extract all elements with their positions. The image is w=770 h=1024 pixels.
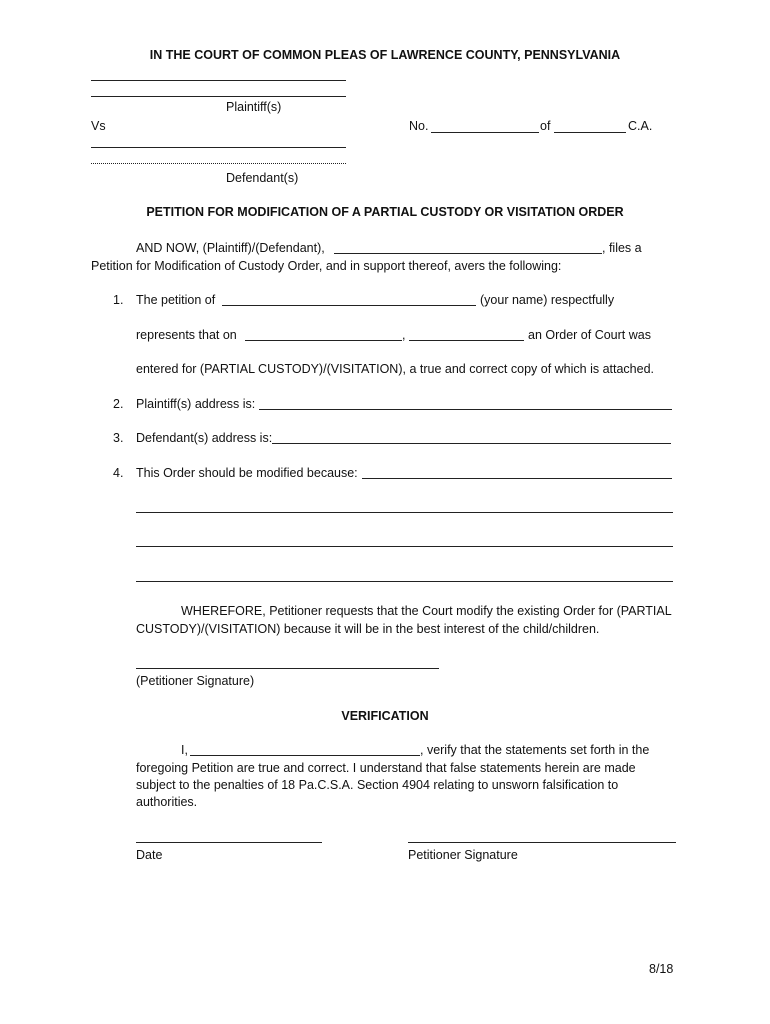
vs-label: Vs (91, 119, 106, 133)
item-2-label: Plaintiff(s) address is: (136, 397, 256, 411)
petitioner-signature-field[interactable] (136, 668, 439, 669)
verification-i-label: I, (181, 743, 188, 757)
verification-line-4: authorities. (136, 795, 198, 809)
item-2-number: 2. (113, 397, 124, 411)
court-title: IN THE COURT OF COMMON PLEAS OF LAWRENCE COUNTY, PENNSYLVANIA (149, 48, 621, 62)
item-1-text-b: (your name) respectfully (480, 293, 615, 307)
revision-date: 8/18 (649, 962, 674, 976)
petitioner-signature-label: (Petitioner Signature) (136, 674, 255, 688)
order-date-field[interactable] (245, 340, 402, 341)
item-1-text-a: The petition of (136, 293, 216, 307)
item-3-label: Defendant(s) address is: (136, 431, 273, 445)
plaintiff-label: Plaintiff(s) (226, 100, 282, 114)
case-no-label: No. (409, 119, 429, 133)
plaintiff-name-line-2[interactable] (91, 96, 346, 97)
defendant-name-line-1[interactable] (91, 147, 346, 148)
item-1-text-d: an Order of Court was (528, 328, 651, 342)
verification-line-3: subject to the penalties of 18 Pa.C.S.A. Section 4904 relating to unsworn falsification to (136, 778, 619, 792)
item-4-number: 4. (113, 466, 124, 480)
verifier-name-field[interactable] (190, 755, 420, 756)
date-field[interactable] (136, 842, 322, 843)
wherefore-line-1: WHEREFORE, Petitioner requests that the Court modify the existing Order for (PARTIAL (181, 604, 672, 618)
verification-heading: VERIFICATION (341, 709, 429, 723)
case-number-field[interactable] (431, 132, 539, 133)
reason-field-line-1[interactable] (362, 478, 672, 479)
item-4-label: This Order should be modified because: (136, 466, 358, 480)
plaintiff-name-line-1[interactable] (91, 80, 346, 81)
case-of-label: of (540, 119, 551, 133)
item-1-text-e: entered for (PARTIAL CUSTODY)/(VISITATION), a true and correct copy of which is attached. (136, 362, 655, 376)
reason-field-line-4[interactable] (136, 581, 673, 582)
item-1-comma: , (402, 328, 406, 342)
verification-line-2: foregoing Petition are true and correct. I understand that false statements herein are made (136, 761, 636, 775)
order-year-field[interactable] (409, 340, 524, 341)
item-1-number: 1. (113, 293, 124, 307)
verification-signature-field[interactable] (408, 842, 676, 843)
defendant-name-line-2[interactable] (91, 163, 346, 164)
petitioner-name-field[interactable] (222, 305, 476, 306)
verification-line-1: , verify that the statements set forth in the (420, 743, 650, 757)
intro-text: AND NOW, (Plaintiff)/(Defendant), (136, 241, 325, 255)
verification-signature-label: Petitioner Signature (408, 848, 518, 862)
wherefore-line-2: CUSTODY)/(VISITATION) because it will be in the best interest of the child/children. (136, 622, 600, 636)
intro-files-text: , files a (602, 241, 642, 255)
case-ca-label: C.A. (628, 119, 653, 133)
case-year-field[interactable] (554, 132, 626, 133)
reason-field-line-2[interactable] (136, 512, 673, 513)
intro-line-2: Petition for Modification of Custody Order, and in support thereof, avers the following: (91, 259, 562, 273)
item-1-text-c: represents that on (136, 328, 237, 342)
date-label: Date (136, 848, 163, 862)
defendant-address-field[interactable] (272, 443, 671, 444)
item-3-number: 3. (113, 431, 124, 445)
reason-field-line-3[interactable] (136, 546, 673, 547)
plaintiff-address-field[interactable] (259, 409, 672, 410)
party-name-field[interactable] (334, 253, 602, 254)
document-title: PETITION FOR MODIFICATION OF A PARTIAL CUSTODY OR VISITATION ORDER (146, 205, 624, 219)
defendant-label: Defendant(s) (226, 171, 299, 185)
